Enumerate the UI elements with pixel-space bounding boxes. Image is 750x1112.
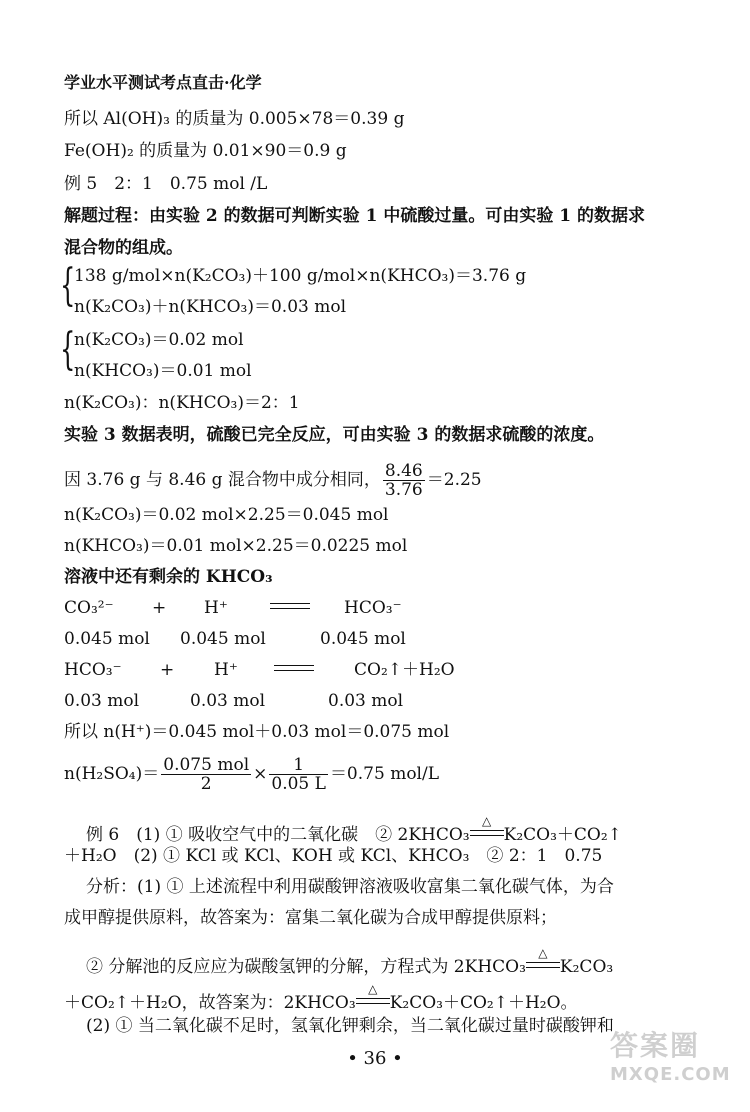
watermark-logo [610,1024,740,1104]
reaction-species: H⁺ [204,598,228,618]
reaction-species: CO₃²⁻ [64,598,114,618]
times-sign: × [253,764,268,784]
page-number: • 36 • [347,1048,403,1069]
text-segment: 因 3.76 g 与 8.46 g 混合物中成分相同， [64,470,381,490]
fraction-denominator: 2 [200,774,212,794]
heat-arrow [526,946,560,978]
reaction-plus: + [160,660,175,680]
text-segment: ＋CO₂↑＋H₂O，故答案为：2KHCO₃ [64,993,356,1013]
equation-text-line [86,946,613,978]
running-header: 学业水平测试考点直击·化学 [64,73,262,92]
equals-sign [274,659,314,681]
equation-line: 所以 n(H⁺)＝0.045 mol＋0.03 mol＝0.075 mol [64,722,450,742]
watermark-url: MXQE.COM [610,1064,731,1085]
equation-system-brace: { [60,260,76,311]
delta-icon: △ [538,946,548,960]
text-segment: 例 6 (1) ① 吸收空气中的二氧化碳 ② 2KHCO₃ [86,825,470,845]
watermark-text: 答案圈 [610,1029,701,1062]
heat-arrow [470,814,504,846]
text-segment: K₂CO₃ [559,957,614,977]
equation-line: n(KHCO₃)＝0.01 mol×2.25＝0.0225 mol [64,536,408,556]
text-segment: K₂CO₃＋CO₂↑ [503,825,622,845]
reaction-species: HCO₃⁻ [64,660,122,680]
delta-icon: △ [482,814,492,828]
fraction-line [64,462,482,499]
text-line: 成甲醇提供原料，故答案为：富集二氧化碳为合成甲醇提供原料； [64,908,557,928]
text-line: 分析：(1) ① 上述流程中利用碳酸钾溶液吸收富集二氧化碳气体，为合 [86,877,614,897]
text-segment: ＝2.25 [426,470,482,490]
equation-system-brace: { [60,324,76,375]
delta-icon: △ [368,982,378,996]
reaction-species: CO₂↑＋H₂O [354,660,455,680]
text-line: 混合物的组成。 [64,238,183,258]
example-6-answer [86,814,622,846]
equation-line: n(K₂CO₃)＝0.02 mol [74,330,244,350]
equation-line: n(K₂CO₃)＝0.02 mol×2.25＝0.045 mol [64,505,389,525]
example-5-answer: 例 5 2：1 0.75 mol /L [64,174,268,194]
text-segment: K₂CO₃＋CO₂↑＋H₂O。 [389,993,578,1013]
fraction-numerator: 0.075 mol [163,755,250,775]
fraction-numerator: 1 [269,756,328,775]
fraction [269,756,328,793]
text-line: Fe(OH)₂ 的质量为 0.01×90＝0.9 g [64,141,347,161]
equals-sign [270,597,310,619]
fraction-denominator: 3.76 [384,480,423,500]
equation-line: n(KHCO₃)＝0.01 mol [74,361,252,381]
text-line: ＋H₂O (2) ① KCl 或 KCl、KOH 或 KCl、KHCO₃ ② 2：1 0.75 [64,846,603,866]
text-segment: ＝0.75 mol/L [329,764,440,784]
text-line: 解题过程：由实验 2 的数据可判断实验 1 中硫酸过量。可由实验 1 的数据求 [64,206,645,226]
reaction-amount: 0.03 mol [64,691,140,711]
equation-line: 138 g/mol×n(K₂CO₃)＋100 g/mol×n(KHCO₃)＝3.76 g [74,266,527,286]
concentration-line [64,756,439,793]
reaction-species: HCO₃⁻ [344,598,402,618]
reaction-amount: 0.045 mol [180,629,266,649]
ratio-line: n(K₂CO₃)：n(KHCO₃)＝2：1 [64,393,300,413]
equation-text-line [64,982,578,1014]
reaction-amount: 0.03 mol [190,691,266,711]
text-line: 所以 Al(OH)₃ 的质量为 0.005×78＝0.39 g [64,109,405,129]
text-line: (2) ① 当二氧化碳不足时，氢氧化钾剩余，当二氧化碳过量时碳酸钾和 [86,1016,614,1036]
reaction-amount: 0.045 mol [64,629,150,649]
fraction [161,756,251,793]
equation-line: n(K₂CO₃)＋n(KHCO₃)＝0.03 mol [74,297,347,317]
fraction [383,462,425,499]
reaction-amount: 0.03 mol [328,691,404,711]
fraction-denominator: 0.05 L [271,774,326,794]
text-line: 溶液中还有剩余的 KHCO₃ [64,567,273,587]
text-line: 实验 3 数据表明，硫酸已完全反应，可由实验 3 的数据求硫酸的浓度。 [64,425,605,445]
reaction-amount: 0.045 mol [320,629,406,649]
text-segment: n(H₂SO₄)＝ [64,764,160,784]
text-segment: ② 分解池的反应应为碳酸氢钾的分解，方程式为 2KHCO₃ [86,957,526,977]
heat-arrow [356,982,390,1014]
fraction-numerator: 8.46 [384,461,423,481]
reaction-species: H⁺ [214,660,238,680]
reaction-plus: + [152,598,167,618]
